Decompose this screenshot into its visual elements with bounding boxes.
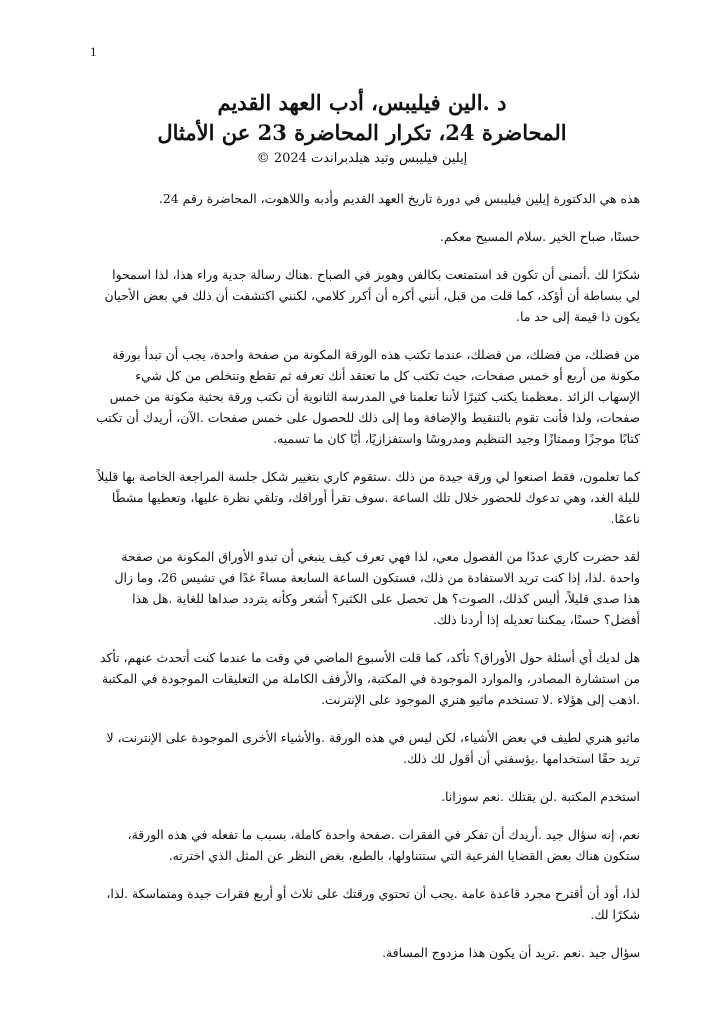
paragraph: استخدم المكتبة .لن يقتلك .نعم سوزانا. — [441, 789, 640, 804]
document-title-line-2: المحاضرة 24، تكرار المحاضرة 23 عن الأمثال — [157, 120, 567, 145]
paragraph: نعم، إنه سؤال جيد .أريدك أن تفكر في الفقرات .صفحة واحدة كاملة، بسبب ما تفعله في هذه الورقة، ستكون هناك بعض القضايا الفرعية التي ستتناولها، بالطبع، بغض النظر عن المثل الذي اخترته. — [127, 827, 640, 863]
page-number: 1 — [90, 44, 97, 59]
document-body — [96, 188, 640, 980]
paragraph: لقد حضرت كاري عددًا من الفصول معي، لذا فهي تعرف كيف ينبغي أن تبدو الأوراق المكونة من صفحة واحدة .لذا، إذا كنت تريد الاستفادة من ذلك، فستكون الساعة السابعة مساءً غدًا في تشيس 26، وما زال هذا صدى قليلاً، أليس كذلك، الصوت؟ هل تحصل على الكثير؟ أشعر وكأنه يتردد صداها للغاية .هل هذا أفضل؟ حسنًا، يمكننا تعديله إذا أردنا ذلك. — [114, 549, 640, 627]
paragraph: شكرًا لك .أتمنى أن تكون قد استمتعت بكالفن وهوبز في الصباح .هناك رسالة جدية وراء هذا، لذا اسمحوا لي ببساطة أن أؤكد، كما قلت من قبل، أنني أكره أن أكرر كلامي، لكنني اكتشفت أن ذلك في بعض الأحيان يكون ذا قيمة إلى حد ما. — [104, 267, 640, 324]
paragraph: ماثيو هنري لطيف في بعض الأشياء، لكن ليس في هذه الورقة .والأشياء الأخرى الموجودة على الإنترنت، لا تريد حقًا استخدامها .يؤسفني أن أقول لك ذلك. — [106, 730, 640, 766]
paragraph: حسنًا، صباح الخير .سلام المسيح معكم. — [440, 229, 640, 244]
paragraph: لذا، أود أن أقترح مجرد قاعدة عامة .يجب أن تحتوي ورقتك على ثلاث أو أربع فقرات جيدة ومتماسكة .لذا، شكرًا لك. — [106, 886, 640, 922]
paragraph: هل لديك أي أسئلة حول الأوراق؟ تأكد، كما قلت الأسبوع الماضي في وقت ما عندما كنت أتحدث عنهم، تأكد من استشارة المصادر، والموارد الموجودة في المكتبة، والأرفف الكاملة من التعليقات الموجودة في المكتبة .اذهب إلى هؤلاء .لا تستخدم ماثيو هنري الموجود على الإنترنت. — [99, 650, 640, 707]
paragraph: سؤال جيد .نعم .تريد أن يكون هذا مزدوج المسافة. — [382, 945, 640, 960]
paragraph: من فضلك، من فضلك، من فضلك، عندما تكتب هذه الورقة المكونة من صفحة واحدة، يجب أن تبدأ بورقة مكونة من أربع أو خمس صفحات، حيث تكتب كل ما تعتقد أنك تعرفه ثم تقطع وتتخلص من كل شيء الإسهاب الزائد .معظمنا يكتب كثيرًا لأننا تعلمنا في المدرسة الثانوية أن نكتب ورقة بحثية مكونة من خمس صفحات، ولذا فأنت تقوم بالتنقيط والإضافة وما إلى ذلك للحصول على خمس صفحات .الآن، أريدك أن تكتب كتابًا موجزًا وممتازًا وجيد التنظيم ومدروسًا واستفزازيًا، أيًا كان ما تسميه. — [96, 347, 640, 446]
document-title-line-1: د .الين فيليبس، أدب العهد القديم — [217, 90, 507, 115]
document-header — [60, 88, 664, 169]
paragraph: كما تعلمون، فقط اصنعوا لي ورقة جيدة من ذلك .ستقوم كاري بتغيير شكل جلسة المراجعة الخاصة بها قليلاً لليلة الغد، وهي تدعوك للحضور خلال تلك الساعة .سوف تقرأ أوراقك، وتلقي نظرة عليها، وتعطيها مشطًا ناعمًا. — [97, 469, 640, 526]
copyright-line: إيلين فيليبس وتيد هيلدبراندت 2024 © — [256, 151, 468, 166]
paragraph: هذه هي الدكتورة إيلين فيليبس في دورة تاريخ العهد القديم وأدبه واللاهوت، المحاضرة رقم 24. — [158, 191, 640, 206]
